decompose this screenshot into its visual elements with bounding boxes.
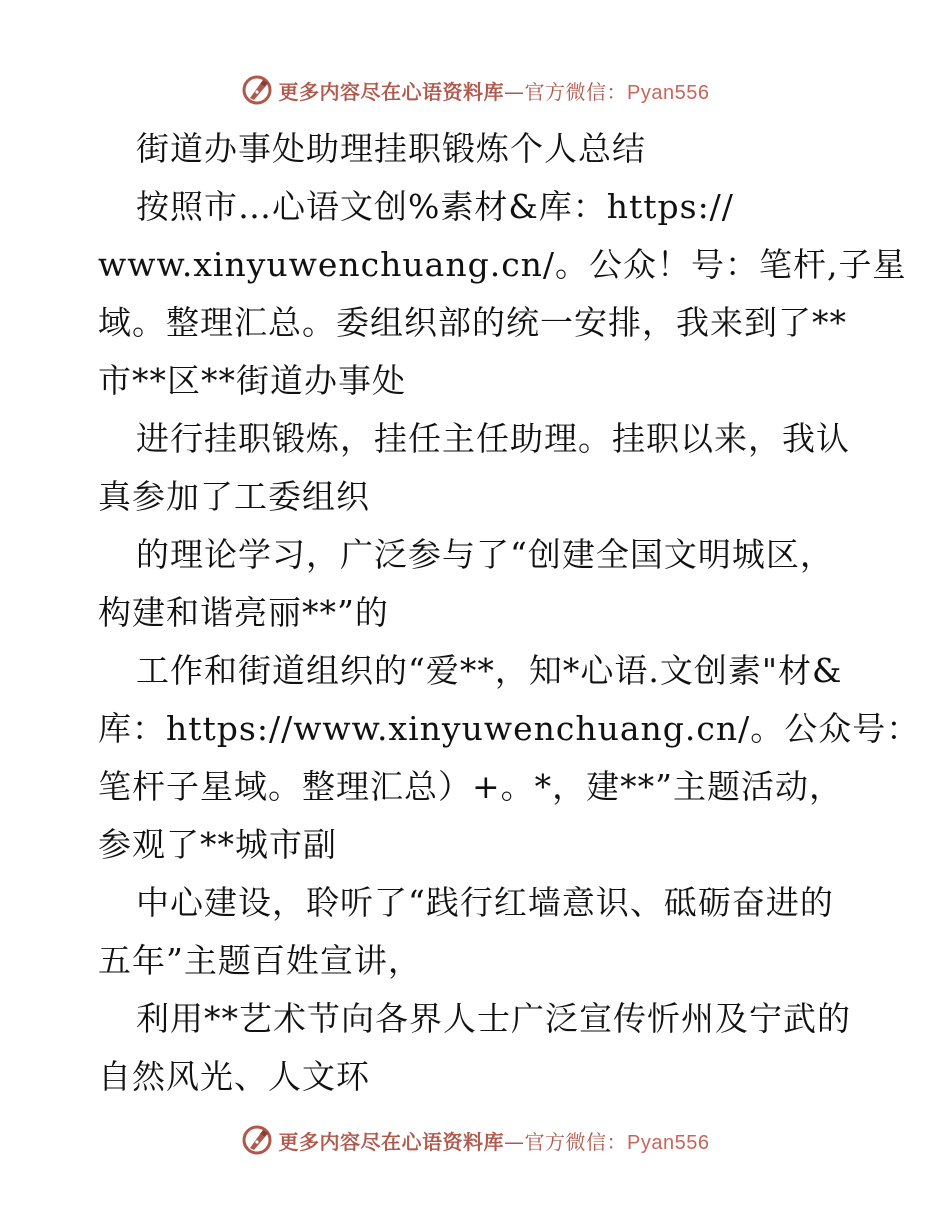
banner-wechat-id: Pyan556: [627, 1131, 710, 1154]
document-line: 构建和谐亮丽**”的: [98, 593, 389, 632]
banner-main-text: 更多内容尽在心语资料库: [278, 1129, 505, 1154]
pen-nib-logo-icon: [241, 1124, 273, 1156]
document-line: 利用**艺术节向各界人士广泛宣传忻州及宁武的: [136, 999, 851, 1038]
banner-dash: —: [504, 1129, 525, 1154]
footer-banner: [0, 1120, 950, 1160]
banner-dash: —: [504, 79, 525, 104]
document-body: [98, 120, 921, 1106]
document-line: 自然风光、人文环: [98, 1057, 370, 1096]
banner-main-text: 更多内容尽在心语资料库: [278, 79, 505, 104]
document-line: 市**区**街道办事处: [98, 361, 406, 400]
document-line: www.xinyuwenchuang.cn/。公众！号：笔杆,子星: [98, 245, 907, 284]
banner-wechat-id: Pyan556: [627, 81, 710, 104]
banner-text: [279, 1126, 710, 1155]
document-line: 参观了**城市副: [98, 825, 337, 864]
document-line: 中心建设，聆听了“践行红墙意识、砥砺奋进的: [136, 883, 834, 922]
header-banner: [0, 70, 950, 110]
document-line: 进行挂职锻炼，挂任主任助理。挂职以来，我认: [136, 419, 850, 458]
pen-nib-logo-icon: [241, 74, 273, 106]
footer-banner-content: [241, 1124, 710, 1156]
document-line: 的理论学习，广泛参与了“创建全国文明城区，: [136, 535, 834, 574]
banner-wechat-label: 官方微信：: [524, 79, 628, 104]
header-banner-content: [241, 74, 710, 106]
document-line: 真参加了工委组织: [98, 477, 370, 516]
document-line: 街道办事处助理挂职锻炼个人总结: [136, 129, 646, 168]
banner-text: [279, 76, 710, 105]
document-line: 工作和街道组织的“爱**，知*心语.文创素"材&: [136, 651, 843, 690]
document-line: 五年”主题百姓宣讲，: [98, 941, 422, 980]
document-line: 按照市…心语文创%素材&库：https://: [136, 187, 734, 226]
document-line: 笔杆子星域。整理汇总）+。*，建**”主题活动，: [98, 767, 844, 806]
document-line: 库：https://www.xinyuwenchuang.cn/。公众号：: [98, 709, 921, 748]
document-line: 域。整理汇总。委组织部的统一安排，我来到了**: [98, 303, 847, 342]
banner-wechat-label: 官方微信：: [524, 1129, 628, 1154]
